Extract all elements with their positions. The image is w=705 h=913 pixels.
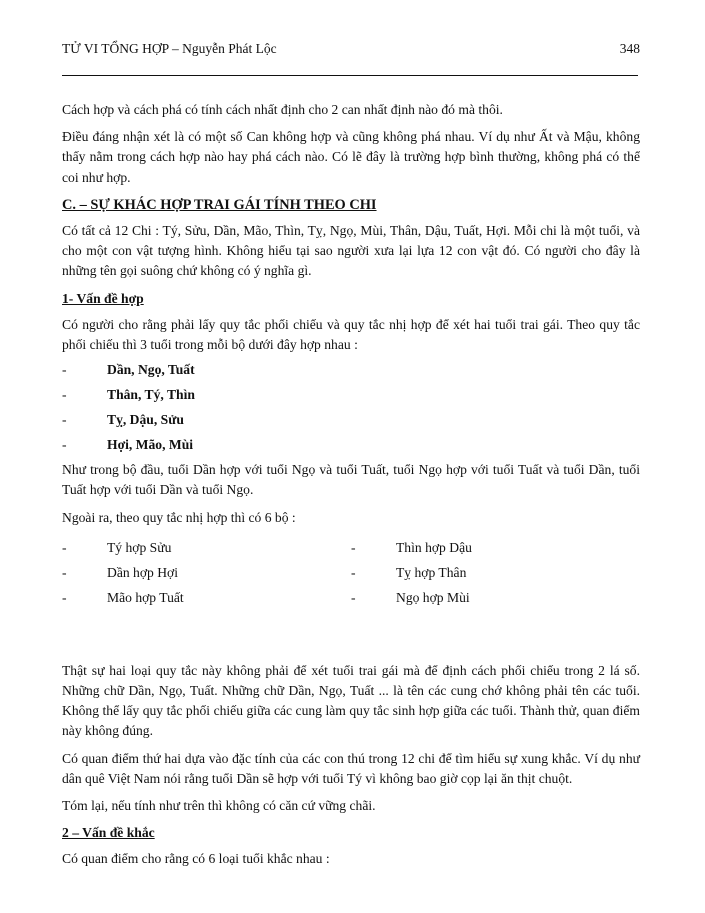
list-item-text: Mão hợp Tuất xyxy=(107,590,184,606)
paragraph: Có người cho rằng phải lấy quy tắc phối chiếu và quy tắc nhị hợp để xét hai tuổi trai gái. Theo quy tắc phối chiếu thì 3 tuổi trong mỗi bộ dưới đây hợp nhau : xyxy=(62,316,640,353)
list-item xyxy=(62,357,640,382)
list-item xyxy=(62,536,351,561)
paragraph: Như trong bộ đầu, tuổi Dần hợp với tuổi Ngọ và tuổi Tuất, tuổi Ngọ hợp với tuổi Tuất và tuổi Dần, tuổi Tuất hợp với tuổi Dần và tuổi Ngọ. xyxy=(62,462,640,498)
page-number: 348 xyxy=(619,41,640,56)
list-item xyxy=(62,382,640,407)
subheading-van-de-hop: 1- Vấn đề hợp xyxy=(62,290,144,306)
paragraph: Có tất cả 12 Chi : Tý, Sửu, Dần, Mão, Thìn, Tỵ, Ngọ, Mùi, Thân, Dậu, Tuất, Hợi. Mỗi chi là một tuổi, và cho một con vật tượng hình. Không hiểu tại sao người xưa lại lựa 12 con vật đó. Có người cho đây là những tên gọi suông chứ không có ý nghĩa gì. xyxy=(62,223,640,279)
list-item-text: Thìn hợp Dậu xyxy=(396,540,472,556)
paragraph: Ngoài ra, theo quy tắc nhị hợp thì có 6 bộ : xyxy=(62,509,296,525)
list-item-text: Tỵ, Dậu, Sửu xyxy=(107,411,184,427)
list-item-text: Tỵ hợp Thân xyxy=(396,565,467,581)
bullet-dash: - xyxy=(62,565,67,581)
list-item xyxy=(351,586,640,611)
bullet-dash: - xyxy=(62,590,67,606)
paragraph: Cách hợp và cách phá có tính cách nhất định cho 2 can nhất định nào đó mà thôi. xyxy=(62,102,503,117)
subheading-van-de-khac: 2 – Vấn đề khắc xyxy=(62,825,155,841)
bullet-dash: - xyxy=(62,540,67,556)
paragraph: Điều đáng nhận xét là có một số Can không hợp và cũng không phá nhau. Ví dụ như Ất và Mậu, không thấy nằm trong cách hợp nào hay phá cách nào. Có lẽ đây là trường hợp bình thường, không phá có thể coi như hợp. xyxy=(62,129,640,185)
bullet-dash: - xyxy=(351,590,356,606)
pair-list xyxy=(62,536,640,611)
list-item-text: Thân, Tý, Thìn xyxy=(107,386,195,402)
paragraph: Thật sự hai loại quy tắc này không phải để xét tuổi trai gái mà để định cách phối chiếu trong 2 lá số. Những chữ Dần, Ngọ, Tuất. Những chữ Dần, Ngọ, Tuất ... là tên các cung chớ không phải tên các tuổi. Không thể lấy quy tắc phối chiếu giữa các cung làm quy tắc sinh hợp giữa các tuổi. Thành thử, quan điểm này không đúng. xyxy=(62,662,640,739)
bullet-dash: - xyxy=(351,540,356,556)
bullet-dash: - xyxy=(62,436,67,452)
list-item-text: Hợi, Mão, Mùi xyxy=(107,436,194,452)
paragraph: Có quan điểm thứ hai dựa vào đặc tính của các con thú trong 12 chi để tìm hiểu sự xung khắc. Ví dụ như dân quê Việt Nam nói rằng tuổi Dần sẽ hợp với tuổi Tý vì không bao giờ cọp lại ăn thịt chuột. xyxy=(62,750,640,786)
list-item-text: Tý hợp Sửu xyxy=(107,540,172,556)
list-item xyxy=(62,586,351,611)
bullet-dash: - xyxy=(351,565,356,581)
bullet-dash: - xyxy=(62,411,67,427)
list-item-text: Ngọ hợp Mùi xyxy=(396,590,470,606)
document-body xyxy=(62,100,640,877)
bullet-dash: - xyxy=(62,386,67,402)
pair-column-left xyxy=(62,536,351,611)
list-item-text: Dần hợp Hợi xyxy=(107,565,179,581)
pair-column-right xyxy=(351,536,640,611)
list-item xyxy=(62,432,640,457)
header-title: TỬ VI TỔNG HỢP – Nguyễn Phát Lộc xyxy=(62,41,277,56)
list-item xyxy=(62,407,640,432)
list-item-text: Dần, Ngọ, Tuất xyxy=(107,361,195,377)
bullet-dash: - xyxy=(62,361,67,377)
paragraph: Tóm lại, nếu tính như trên thì không có căn cứ vững chãi. xyxy=(62,798,376,814)
paragraph: Có quan điểm cho rằng có 6 loại tuổi khắc nhau : xyxy=(62,851,330,867)
list-item xyxy=(62,561,351,586)
header-divider xyxy=(62,75,638,76)
triad-list xyxy=(62,357,640,457)
section-heading-c: C. – SỰ KHÁC HỢP TRAI GÁI TÍNH THEO CHI xyxy=(62,196,377,213)
list-item xyxy=(351,536,640,561)
list-item xyxy=(351,561,640,586)
